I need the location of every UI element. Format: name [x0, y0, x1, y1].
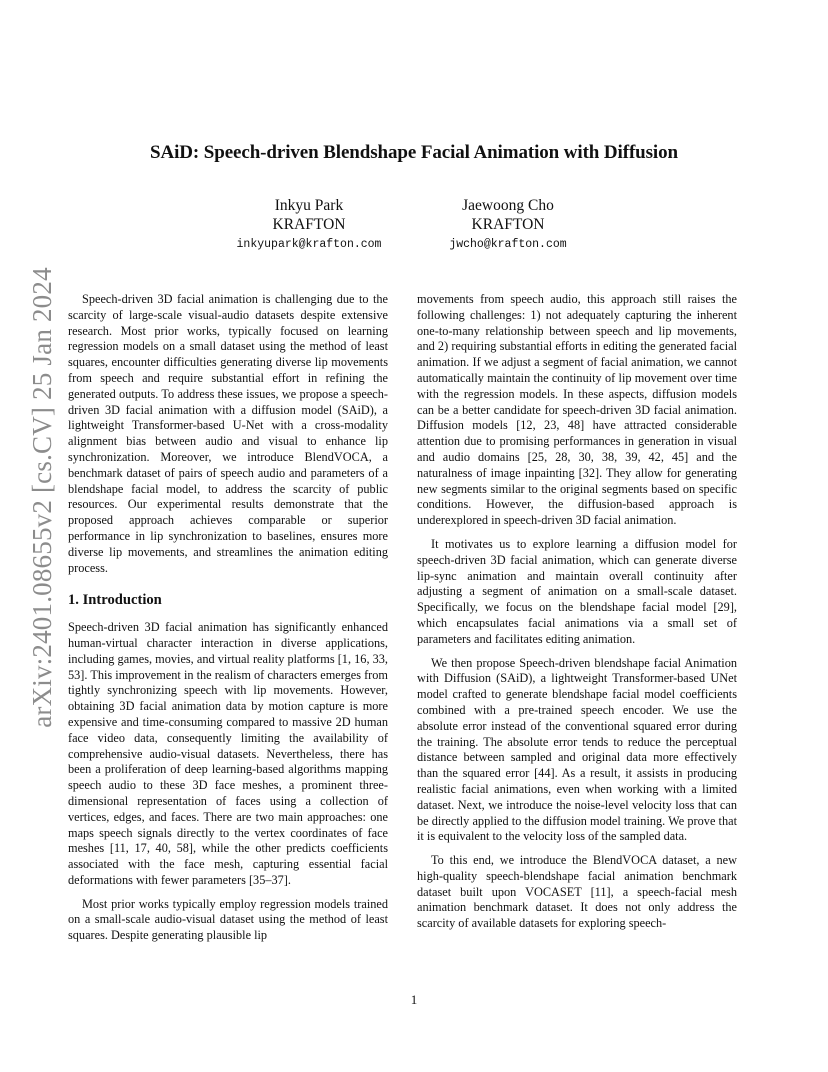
right-column — [417, 292, 737, 932]
body-paragraph: It motivates us to explore learning a diffusion model for speech-driven 3D facial animation, which can generate diverse lip-sync animation and maintain overall continuity after adjusting a segment of animation on a small-scale dataset. Specifically, we focus on the blendshape facial model [29], which encapsulates facial animations via a small set of parameters and facilitates editing animation. — [417, 536, 737, 646]
author-name: Jaewoong Cho — [462, 197, 554, 214]
author-email: inkyupark@krafton.com — [236, 238, 382, 251]
left-column — [68, 292, 388, 944]
section-heading: 1. Introduction — [68, 592, 162, 609]
body-paragraph: Speech-driven 3D facial animation has significantly enhanced human-virtual character interaction in diverse applications, including games, movies, and virtual reality platforms [1, 16, 33, 53]. This improvement in the realism of characters emerges from tightly synchronizing speech with lip movements. However, obtaining 3D facial animation data by motion capture is more expensive and time-consuming compared to massive 2D human face video data, consequently limiting the availability of comprehensive audio-visual datasets. Nevertheless, there has been a proliferation of deep learning-based algorithms mapping speech audio to these 3D face meshes, a prominent three-dimensional representation of faces using a collection of vertices, edges, and faces. There are two main approaches: one maps speech signals directly to the vertex coordinates of face meshes [11, 17, 40, 58], while the other predicts coefficients associated with the face mesh, capturing essential facial deformations with fewer parameters [35–37]. — [68, 620, 388, 887]
author-affiliation: KRAFTON — [272, 216, 346, 233]
body-paragraph: We then propose Speech-driven blendshape facial Animation with Diffusion (SAiD), a lightweight Transformer-based UNet model crafted to generate blendshape facial model coefficients combined with a pre-trained speech encoder. We use the absolute error instead of the conventional squared error during the training. The absolute error tends to reduce the perceptual distance between sampled and original data more effectively than the squared error [44]. As a result, it assists in producing realistic facial animations, even when working with a limited dataset. Next, we introduce the noise-level velocity loss that can be directly applied to the diffusion model training. We prove that it is equivalent to the velocity loss of the sampled data. — [417, 655, 737, 844]
body-paragraph: Most prior works typically employ regression models trained on a small-scale audio-visual dataset using the method of least squares. Despite generating plausible lip — [68, 896, 388, 943]
body-paragraph: movements from speech audio, this approach still raises the following challenges: 1) not adequately capturing the inherent one-to-many relationship between speech and lip movements, and 2) requiring substantial efforts in editing the generated facial animation. If we adjust a segment of facial animation, we cannot automatically maintain the continuity of lip movement over time with the regression models. In these aspects, diffusion models can be a better candidate for speech-driven 3D facial animation. Diffusion models [12, 23, 48] have attracted considerable attention due to promising performances in generation in visual and audio domains [25, 28, 30, 38, 39, 42, 45] and the naturalness of image inpainting [32]. They allow for generating new segments similar to the original segments based on specific conditions. However, the diffusion-based approach is underexplored in speech-driven 3D facial animation. — [417, 292, 737, 528]
author-1 — [199, 196, 419, 251]
body-paragraph: To this end, we introduce the BlendVOCA dataset, a new high-quality speech-blendshape facial animation benchmark dataset built upon VOCASET [11], a speech-facial mesh animation benchmark dataset. It does not only address the scarcity of available datasets for exploring speech- — [417, 853, 737, 931]
author-2 — [398, 196, 618, 251]
abstract-text: Speech-driven 3D facial animation is challenging due to the scarcity of large-scale visual-audio datasets despite extensive research. Most prior works, typically focused on learning regression models on a small dataset using the method of least squares, encounter difficulties generating diverse lip movements from speech and require substantial effort in refining the generated outputs. To address these issues, we propose a speech-driven 3D facial animation with a diffusion model (SAiD), a lightweight Transformer-based U-Net with a cross-modality alignment bias between audio and visual to enhance lip synchronization. Moreover, we introduce BlendVOCA, a benchmark dataset of pairs of speech audio and parameters of a blendshape facial model, to address the scarcity of public resources. Our experimental results demonstrate that the proposed approach achieves comparable or superior performance in lip synchronization to baselines, ensures more diverse lip movements, and streamlines the animation editing process. — [68, 292, 388, 575]
author-email: jwcho@krafton.com — [449, 238, 567, 251]
arxiv-stamp: arXiv:2401.08655v2 [cs.CV] 25 Jan 2024 — [26, 266, 57, 728]
abstract — [68, 292, 388, 576]
page-number: 1 — [410, 992, 418, 1007]
paper-title: SAiD: Speech-driven Blendshape Facial Animation with Diffusion — [150, 142, 678, 163]
author-name: Inkyu Park — [274, 197, 344, 214]
author-affiliation: KRAFTON — [471, 216, 545, 233]
